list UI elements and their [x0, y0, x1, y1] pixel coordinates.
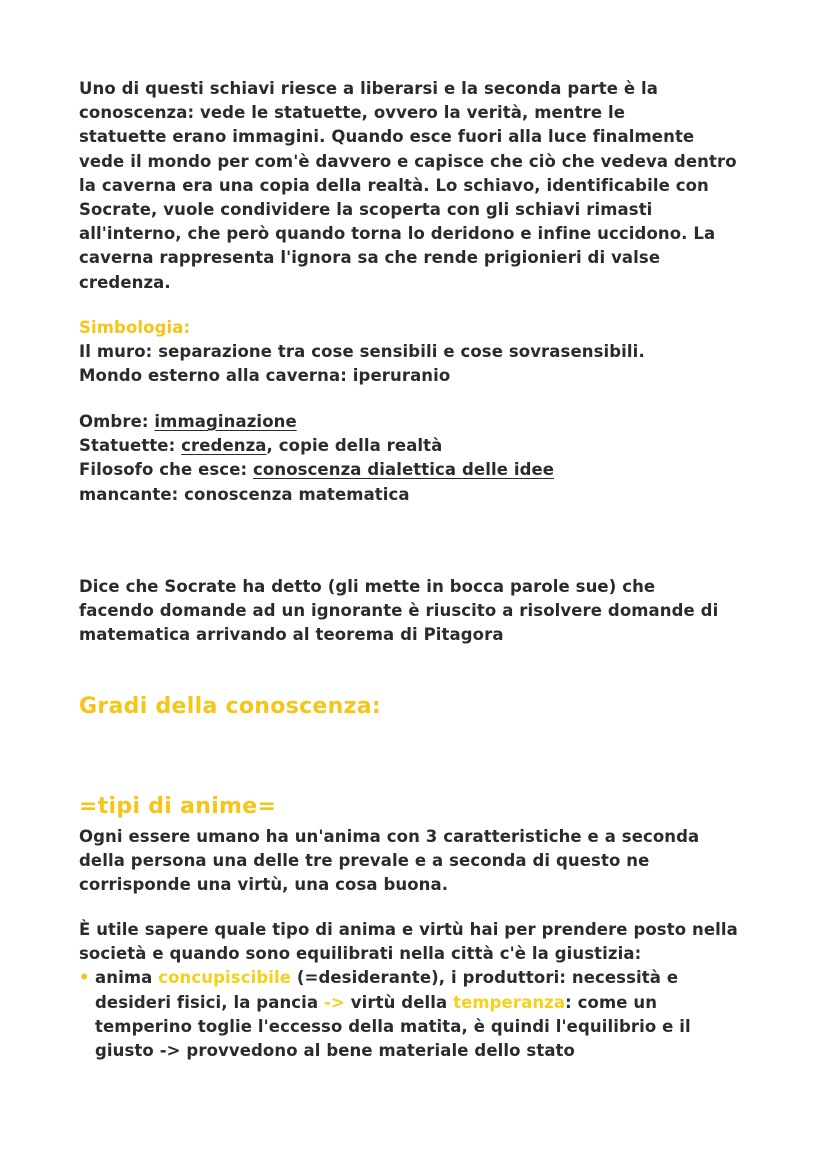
- simbologia-statuette: [79, 434, 759, 458]
- statuette-label: Statuette:: [79, 436, 182, 456]
- filosofo-label: Filosofo che esce:: [79, 460, 254, 480]
- bullet-text: virtù della: [344, 992, 454, 1012]
- bullet-text: (=desiderante), i produttori: necessità e: [291, 968, 679, 988]
- bullet-text: anima: [95, 968, 159, 988]
- intro-line: Socrate, vuole condividere la scoperta con gli schiavi rimasti: [79, 200, 653, 220]
- intro-line: statuette erano immagini. Quando esce fuori alla luce finalmente: [79, 127, 695, 147]
- intro-line: caverna rappresenta l'ignora sa che rende prigionieri di valse: [79, 248, 661, 268]
- simbologia-list: [79, 410, 759, 507]
- anime-intro: [79, 825, 759, 898]
- utile-line: società e quando sono equilibrati nella città c'è la giustizia:: [79, 944, 642, 964]
- utile-line: È utile sapere quale tipo di anima e virtù hai per prendere posto nella: [79, 920, 738, 939]
- simbologia-label: Simbologia:: [79, 318, 191, 337]
- bullet-concupiscibile: [79, 966, 769, 1063]
- simbologia-muro: Il muro: separazione tra cose sensibili e cose sovrasensibili.: [79, 342, 645, 362]
- statuette-rest: , copie della realtà: [266, 436, 443, 456]
- anime-intro-line: della persona una delle tre prevale e a seconda di questo ne: [79, 851, 650, 871]
- intro-line: credenza.: [79, 272, 171, 292]
- anime-intro-line: corrisponde una virtù, una cosa buona.: [79, 875, 449, 895]
- anime-intro-line: Ogni essere umano ha un'anima con 3 caratteristiche e a seconda: [79, 827, 700, 846]
- gradi-heading: Gradi della conoscenza:: [79, 694, 381, 719]
- intro-line: Uno di questi schiavi riesce a liberarsi e la seconda parte è la: [79, 79, 658, 98]
- simbologia-section: [79, 316, 759, 389]
- socrate-line: Dice che Socrate ha detto (gli mette in bocca parole sue) che: [79, 577, 656, 596]
- bullet-text: : come un: [565, 992, 658, 1012]
- bullet-text: desideri fisici, la pancia: [95, 992, 325, 1012]
- simbologia-filosofo: [79, 458, 759, 482]
- anime-bullet-list: [79, 966, 769, 1063]
- bullet-text: giusto -> provvedono al bene materiale dello stato: [95, 1041, 575, 1061]
- socrate-line: facendo domande ad un ignorante è riuscito a risolvere domande di: [79, 601, 719, 621]
- ombre-value: immaginazione: [154, 412, 297, 431]
- ombre-label: Ombre:: [79, 412, 155, 431]
- temperanza-highlight: temperanza: [453, 992, 566, 1012]
- statuette-value: credenza: [181, 436, 267, 456]
- arrow-highlight: ->: [324, 992, 345, 1012]
- intro-line: all'interno, che però quando torna lo deridono e infine uccidono. La: [79, 224, 716, 244]
- concupiscibile-highlight: concupiscibile: [158, 968, 292, 988]
- simbologia-mondo: Mondo esterno alla caverna: iperuranio: [79, 366, 451, 386]
- filosofo-value: conoscenza dialettica delle idee: [253, 460, 555, 480]
- intro-line: conoscenza: vede le statuette, ovvero la verità, mentre le: [79, 103, 626, 123]
- intro-paragraph: [79, 77, 759, 295]
- intro-line: vede il mondo per com'è davvero e capisce che ciò che vedeva dentro: [79, 151, 737, 171]
- simbologia-mancante: mancante: conoscenza matematica: [79, 484, 410, 504]
- simbologia-ombre: [79, 410, 759, 434]
- socrate-paragraph: [79, 575, 759, 648]
- bullet-text: temperino toglie l'eccesso della matita, è quindi l'equilibrio e il: [95, 1016, 691, 1036]
- bullet-dot-icon: •: [79, 968, 90, 988]
- anime-heading: =tipi di anime=: [79, 794, 277, 819]
- anime-utile: [79, 918, 769, 1063]
- intro-line: la caverna era una copia della realtà. Lo schiavo, identificabile con: [79, 175, 709, 195]
- socrate-line: matematica arrivando al teorema di Pitagora: [79, 625, 504, 645]
